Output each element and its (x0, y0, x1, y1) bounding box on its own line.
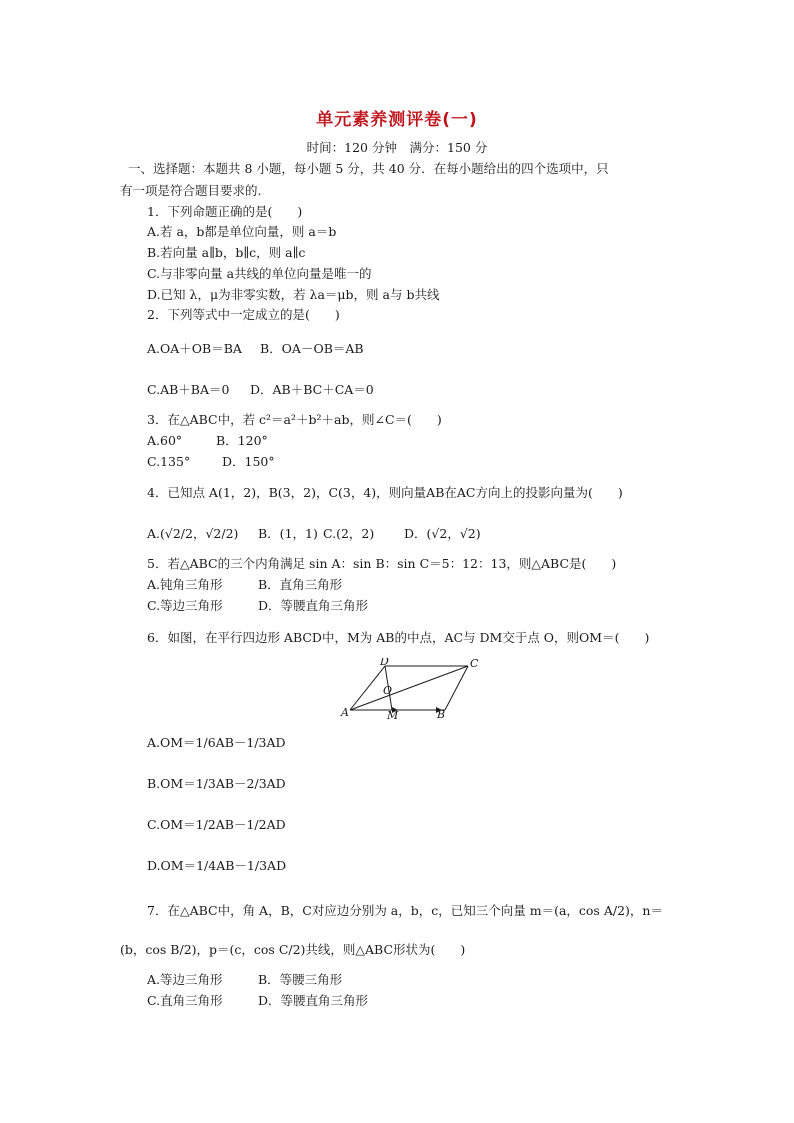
q7-option-d: D．等腰直角三角形 (258, 993, 369, 1008)
q7-stem-cont: (b，cos B/2)，p＝(c，cos C/2)共线，则△ABC形状为( ) (120, 942, 466, 957)
q4-option-c: C.(2，2) (323, 526, 375, 541)
q6-option-c: C.OM＝1/2AB－1/2AD (147, 817, 286, 832)
q7-option-c: C.直角三角形 (147, 993, 223, 1008)
q5-option-a: A.钝角三角形 (147, 577, 223, 592)
parallelogram-figure (340, 658, 480, 720)
q3-stem: 3．在△ABC中，若 c²＝a²＋b²＋ab，则∠C＝( ) (147, 412, 442, 427)
q2-stem: 2．下列等式中一定成立的是( ) (147, 307, 340, 322)
q3-option-c: C.135° (147, 454, 191, 469)
q7-option-b: B．等腰三角形 (258, 972, 343, 987)
q4-option-b: B．(1，1) (258, 526, 318, 541)
q6-option-d: D.OM＝1/4AB－1/3AD (147, 858, 287, 873)
section-intro-cont: 有一项是符合题目要求的. (120, 183, 262, 198)
q2-option-d: D．AB＋BC＋CA＝0 (250, 382, 374, 397)
side-bc (445, 666, 468, 710)
q6-option-a: A.OM＝1/6AB－1/3AD (147, 735, 286, 750)
q7-option-a: A.等边三角形 (147, 972, 223, 987)
q1-option-d: D.已知 λ，μ为非零实数，若 λa＝μb，则 a与 b共线 (147, 287, 440, 302)
q1-stem: 1．下列命题正确的是( ) (147, 204, 303, 219)
label-d: D (380, 658, 389, 668)
q2-option-b: B．OA－OB＝AB (260, 341, 364, 356)
exam-info: 时间：120 分钟 满分：150 分 (306, 140, 488, 155)
q3-option-a: A.60° (147, 433, 183, 448)
q5-stem: 5．若△ABC的三个内角满足 sin A：sin B：sin C＝5：12：13，则△ABC是( ) (147, 556, 617, 571)
q2-option-c: C.AB＋BA＝0 (147, 382, 230, 397)
q5-option-d: D．等腰直角三角形 (258, 598, 369, 613)
q1-option-a: A.若 a，b都是单位向量，则 a＝b (147, 224, 337, 239)
label-a: A (341, 706, 349, 719)
q3-option-d: D．150° (222, 454, 275, 469)
q3-option-b: B．120° (216, 433, 268, 448)
page-title: 单元素养测评卷(一) (316, 110, 478, 130)
section-intro: 一、选择题：本题共 8 小题，每小题 5 分，共 40 分．在每小题给出的四个选项中，只 (128, 161, 609, 176)
label-o: O (383, 684, 393, 697)
q4-stem: 4．已知点 A(1，2)，B(3，2)，C(3，4)，则向量AB在AC方向上的投影向量为( ) (147, 485, 623, 500)
q6-option-b: B.OM＝1/3AB－2/3AD (147, 776, 286, 791)
label-b: B (437, 708, 446, 720)
q1-option-b: B.若向量 a∥b，b∥c，则 a∥c (147, 245, 306, 260)
label-c: C (470, 658, 479, 670)
q1-option-c: C.与非零向量 a共线的单位向量是唯一的 (147, 266, 372, 281)
q5-option-b: B．直角三角形 (258, 577, 343, 592)
q6-stem: 6．如图，在平行四边形 ABCD中，M为 AB的中点，AC与 DM交于点 O，则OM＝( ) (147, 630, 650, 645)
q4-option-d: D．(√2，√2) (404, 526, 481, 541)
label-m: M (387, 709, 399, 720)
q2-option-a: A.OA＋OB＝BA (147, 341, 242, 356)
q7-stem: 7．在△ABC中，角 A，B，C对应边分别为 a，b，c，已知三个向量 m＝(a，cos A/2)，n＝ (147, 903, 663, 918)
q5-option-c: C.等边三角形 (147, 598, 223, 613)
q4-option-a: A.(√2/2，√2/2) (147, 526, 239, 541)
